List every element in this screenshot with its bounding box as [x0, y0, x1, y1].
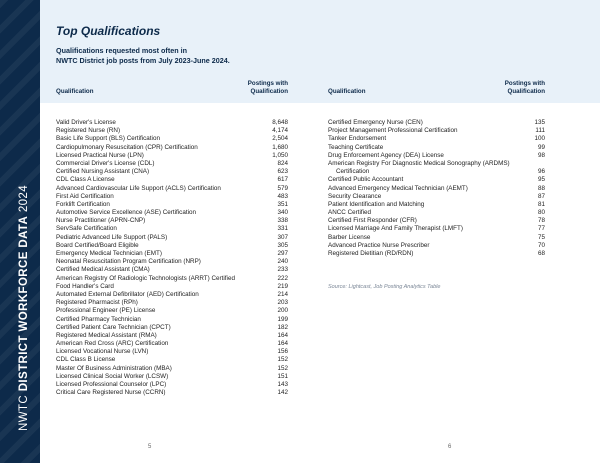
- qualification-name: Forklift Certification: [56, 200, 110, 208]
- table-row: [56, 225, 288, 233]
- table-row: [56, 160, 288, 168]
- qualification-name: Certified Patient Care Technician (CPCT): [56, 323, 171, 331]
- table-row: [328, 144, 545, 152]
- table-row: [56, 258, 288, 266]
- postings-count: 152: [277, 364, 288, 372]
- postings-count: 1,680: [272, 143, 288, 151]
- intro-line-2: NWTC District job posts from July 2023-June 2024.: [56, 56, 230, 65]
- qualification-name: First Aid Certification: [56, 192, 114, 200]
- postings-count: 222: [277, 274, 288, 282]
- postings-count: 297: [277, 250, 288, 257]
- table-row: [328, 225, 545, 233]
- postings-count: 8,648: [272, 119, 288, 126]
- table-row: [56, 176, 288, 184]
- postings-count: 307: [277, 233, 288, 241]
- qualification-name: Licensed Professional Counselor (LPC): [56, 381, 167, 388]
- table-row: [56, 234, 288, 242]
- table-row: [328, 250, 545, 258]
- qualification-name: ServSafe Certification: [56, 225, 117, 233]
- right-postings-line1: Postings with: [504, 80, 545, 87]
- qualification-name: Automotive Service Excellence (ASE) Certification: [56, 209, 196, 217]
- table-row: [56, 193, 288, 201]
- table-row: [328, 201, 545, 209]
- left-postings-line2: Qualification: [250, 88, 288, 95]
- qualification-name: Master Of Business Administration (MBA): [56, 364, 172, 372]
- table-row: [56, 283, 288, 291]
- postings-count: 135: [534, 119, 545, 126]
- qualification-name: Registered Medical Assistant (RMA): [56, 331, 157, 339]
- qualification-name: Nurse Practitioner (APRN-CNP): [56, 217, 146, 225]
- left-qualification-header: Qualification: [56, 88, 94, 95]
- qualification-name: Certified Pharmacy Technician: [56, 315, 141, 323]
- table-row: [328, 160, 545, 168]
- postings-count: 77: [537, 225, 545, 233]
- page-number-left: 5: [148, 444, 152, 450]
- qualification-name: Barber License: [328, 233, 371, 241]
- postings-count: 143: [277, 381, 288, 388]
- qualification-name: Registered Dietitian (RD/RDN): [328, 250, 414, 257]
- postings-count: 623: [277, 168, 288, 176]
- table-row: [56, 316, 288, 324]
- qualification-name: Certified Emergency Nurse (CEN): [328, 119, 423, 126]
- qualification-name: Patient Identification and Matching: [328, 200, 425, 208]
- table-row: [56, 152, 288, 160]
- table-row: [56, 291, 288, 299]
- postings-count: 80: [537, 209, 545, 217]
- qualification-name: Advanced Emergency Medical Technician (AEMT): [328, 184, 468, 192]
- table-row: [328, 234, 545, 242]
- postings-count: 338: [277, 217, 288, 225]
- qualification-name: Advanced Practice Nurse Prescriber: [328, 241, 430, 249]
- table-row: [328, 152, 545, 160]
- qualification-name: ANCC Certified: [328, 209, 372, 217]
- left-qualifications-table: [56, 119, 288, 397]
- table-row: [56, 332, 288, 340]
- postings-count: 164: [277, 340, 288, 348]
- postings-count: 142: [277, 389, 288, 397]
- table-row: [56, 185, 288, 193]
- qualification-name: Licensed Marriage And Family Therapist (LMFT): [328, 225, 463, 233]
- postings-count: 203: [277, 299, 288, 307]
- postings-count: 164: [277, 331, 288, 339]
- table-row: [56, 201, 288, 209]
- intro-line-1: Qualifications requested most often in: [56, 46, 187, 55]
- table-row: [56, 242, 288, 250]
- left-postings-line1: Postings with: [247, 80, 288, 87]
- postings-count: 579: [277, 184, 288, 192]
- qualification-name: Automated External Defibrillator (AED) Certification: [56, 290, 199, 298]
- postings-count: 100: [534, 135, 545, 143]
- table-row: [328, 242, 545, 250]
- postings-count: 156: [277, 348, 288, 356]
- qualification-name: Certified Medical Assistant (CMA): [56, 266, 150, 274]
- qualification-name: Teaching Certificate: [328, 143, 384, 151]
- postings-count: 483: [277, 192, 288, 200]
- postings-count: 240: [277, 258, 288, 266]
- postings-count: 98: [537, 151, 545, 159]
- qualification-name: Neonatal Resuscitation Program Certification (NRP): [56, 258, 201, 266]
- postings-count: 87: [537, 192, 545, 200]
- postings-count: 351: [277, 200, 288, 208]
- postings-count: 151: [277, 372, 288, 380]
- qualification-name: Valid Driver's License: [56, 119, 116, 126]
- table-row: [56, 365, 288, 373]
- table-row: [56, 144, 288, 152]
- right-column-header: [328, 80, 545, 100]
- sidebar-bold: DISTRICT WORKFORCE DATA: [18, 215, 30, 392]
- postings-count: 214: [277, 290, 288, 298]
- qualification-name: Registered Nurse (RN): [56, 127, 121, 135]
- postings-count: 96: [537, 168, 545, 176]
- postings-count: 70: [537, 241, 545, 249]
- table-row: [56, 299, 288, 307]
- qualification-name: Licensed Clinical Social Worker (LCSW): [56, 372, 169, 380]
- table-row: [56, 209, 288, 217]
- table-row: [328, 209, 545, 217]
- table-row: [328, 127, 545, 135]
- postings-count: 152: [277, 356, 288, 364]
- postings-count: 182: [277, 323, 288, 331]
- sidebar-band: [0, 0, 40, 463]
- table-row: [56, 135, 288, 143]
- qualification-name: Drug Enforcement Agency (DEA) License: [328, 151, 444, 159]
- postings-count: 617: [277, 176, 288, 184]
- table-row: [56, 275, 288, 283]
- table-row: [56, 340, 288, 348]
- qualification-name: Pediatric Advanced Life Support (PALS): [56, 233, 168, 241]
- qualification-name: Basic Life Support (BLS) Certification: [56, 135, 160, 143]
- left-column-header: [56, 80, 288, 100]
- right-postings-line2: Qualification: [507, 88, 545, 95]
- table-row: [328, 135, 545, 143]
- table-row: [56, 381, 288, 389]
- postings-count: 78: [537, 217, 545, 225]
- qualification-name: Certification: [336, 168, 370, 176]
- qualification-name: Certified Nursing Assistant (CNA): [56, 168, 150, 176]
- table-row: [328, 119, 545, 127]
- sidebar-org: NWTC: [18, 394, 30, 431]
- qualification-name: Licensed Vocational Nurse (LVN): [56, 348, 149, 356]
- postings-count: 4,174: [272, 127, 288, 135]
- postings-count: 111: [535, 127, 545, 135]
- qualification-name: Food Handler's Card: [56, 282, 114, 290]
- qualification-name: CDL Class B License: [56, 356, 116, 364]
- qualification-name: Certified First Responder (CFR): [328, 217, 417, 225]
- postings-count: 1,050: [272, 151, 288, 159]
- qualification-name: American Red Cross (ARC) Certification: [56, 340, 169, 348]
- qualification-name: Commercial Driver's License (CDL): [56, 159, 155, 167]
- table-row: [328, 185, 545, 193]
- table-row: [328, 168, 545, 176]
- qualification-name: Security Clearance: [328, 192, 382, 200]
- postings-count: 305: [277, 241, 288, 249]
- postings-count: 81: [537, 200, 545, 208]
- sidebar-year: 2024: [18, 184, 30, 213]
- intro-text: [56, 46, 316, 66]
- postings-count: 75: [537, 233, 545, 241]
- qualification-name: Advanced Cardiovascular Life Support (ACLS) Certification: [56, 184, 221, 192]
- qualification-name: Professional Engineer (PE) License: [56, 307, 156, 315]
- table-row: [56, 266, 288, 274]
- right-qualifications-table: [328, 119, 545, 258]
- qualification-name: American Registry For Diagnostic Medical Sonography (ARDMS): [328, 159, 510, 167]
- table-row: [56, 348, 288, 356]
- table-row: [328, 176, 545, 184]
- table-row: [56, 307, 288, 315]
- postings-count: 99: [537, 143, 545, 151]
- table-row: [328, 193, 545, 201]
- page-title: Top Qualifications: [56, 24, 161, 38]
- postings-count: 824: [277, 159, 288, 167]
- qualification-name: Registered Pharmacist (RPh): [56, 299, 138, 307]
- postings-count: 233: [277, 266, 288, 274]
- postings-count: 88: [537, 184, 545, 192]
- postings-count: 340: [277, 209, 288, 217]
- table-row: [56, 168, 288, 176]
- table-row: [56, 324, 288, 332]
- source-note: Source: Lightcast, Job Posting Analytics Table: [328, 284, 441, 290]
- right-postings-header: [505, 80, 545, 96]
- table-row: [56, 127, 288, 135]
- left-postings-header: [248, 80, 288, 96]
- postings-count: 219: [277, 282, 288, 290]
- right-qualification-header: Qualification: [328, 88, 366, 95]
- sidebar-title: [18, 185, 30, 431]
- table-row: [56, 250, 288, 258]
- postings-count: 68: [537, 250, 545, 257]
- postings-count: 331: [277, 225, 288, 233]
- postings-count: 95: [537, 176, 545, 184]
- table-row: [328, 217, 545, 225]
- qualification-name: Cardiopulmonary Resuscitation (CPR) Certification: [56, 143, 198, 151]
- page-number-right: 6: [448, 444, 452, 450]
- qualification-name: Critical Care Registered Nurse (CCRN): [56, 389, 166, 397]
- postings-count: 2,504: [272, 135, 288, 143]
- qualification-name: Emergency Medical Technician (EMT): [56, 250, 162, 257]
- qualification-name: Project Management Professional Certification: [328, 127, 458, 135]
- table-row: [56, 389, 288, 397]
- table-row: [56, 356, 288, 364]
- table-row: [56, 373, 288, 381]
- qualification-name: American Registry Of Radiologic Technologists (ARRT) Certified: [56, 274, 235, 282]
- qualification-name: Certified Public Accountant: [328, 176, 404, 184]
- postings-count: 200: [277, 307, 288, 315]
- table-row: [56, 119, 288, 127]
- table-row: [56, 217, 288, 225]
- qualification-name: Licensed Practical Nurse (LPN): [56, 151, 144, 159]
- qualification-name: CDL Class A License: [56, 176, 115, 184]
- postings-count: 199: [277, 315, 288, 323]
- qualification-name: Board Certified/Board Eligible: [56, 241, 139, 249]
- qualification-name: Tanker Endorsement: [328, 135, 387, 143]
